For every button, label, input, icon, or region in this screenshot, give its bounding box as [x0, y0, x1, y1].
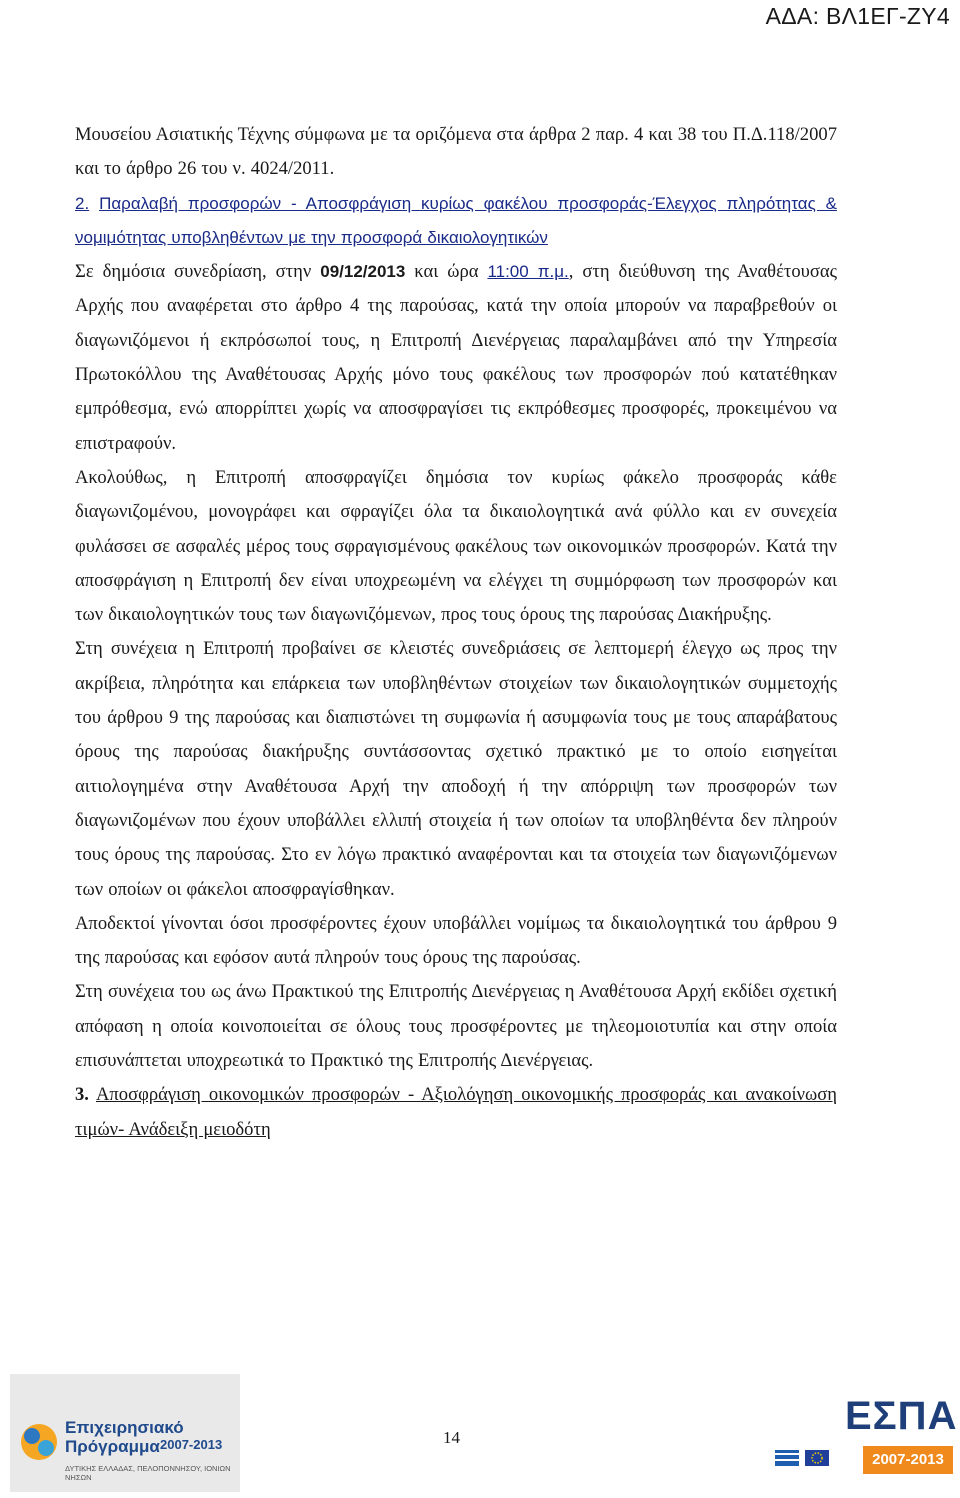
paragraph-decision: Στη συνέχεια του ως άνω Πρακτικού της Επιτροπής Διενέργειας η Αναθέτουσα Αρχή εκδίδει σχετική απόφαση η οποία κοινοποιείται σε όλους τους προσφέροντες με τηλεομοιοτυπία και στην οποία επισυνάπτεται υποχρεωτικά το Πρακτικό της Επιτροπής Διενέργειας. — [75, 981, 837, 1072]
section-2-number[interactable]: 2. — [75, 193, 90, 213]
espa-years: 2007-2013 — [863, 1446, 953, 1474]
programme-subtitle: ΔΥΤΙΚΗΣ ΕΛΛΑΔΑΣ, ΠΕΛΟΠΟΝΝΗΣΟΥ, ΙΟΝΙΩΝ ΝΗΣΩΝ — [65, 1464, 231, 1482]
paragraph-acceptance: Αποδεκτοί γίνονται όσοι προσφέροντες έχουν υποβάλλει νομίμως τα δικαιολογητικά του άρθρου 9 της παρούσας και εφόσον αυτά πληρούν τους όρους της παρούσας. — [75, 912, 837, 969]
paragraph-session — [75, 255, 837, 461]
document-body — [75, 118, 837, 1147]
session-mid: και ώρα — [414, 261, 479, 283]
programme-emblem-icon — [14, 1412, 64, 1472]
paragraph-intro — [75, 118, 837, 187]
paragraph-review: Στη συνέχεια η Επιτροπή προβαίνει σε κλειστές συνεδριάσεις σε λεπτομερή έλεγχο ως προς την ακρίβεια, πληρότητα και επάρκεια των υποβληθέντων στοιχείων των δικαιολογητικών συμμετοχής του άρθρου 9 της παρούσας και διαπιστώνει τη συμφωνία ή ασυμφωνία τους με τους απαράβατους όρους της παρούσας διακήρυξης συντάσσοντας σχετικό πρακτικό με το οποίο εισηγείται αιτιολογημένα στην Αναθέτουσα Αρχή την αποδοχή ή την απόρριψη των προσφορών των διαγωνιζομένων που έχουν υποβάλλει ελλιπή στοιχεία ή των οποίων τα υποβληθέντα δεν πληρούν τους όρους της παρούσας. Στο εν λόγω πρακτικό αναφέρονται και τα στοιχεία των διαγωνιζόμενων των οποίων οι φάκελοι αποσφραγίσθηκαν. — [75, 638, 837, 900]
programme-years: 2007-2013 — [160, 1437, 223, 1452]
section-3-number: 3. — [75, 1084, 89, 1106]
paragraph-intro-text: Μουσείου Ασιατικής Τέχνης σύμφωνα με τα οριζόμενα στα άρθρα 2 παρ. 4 και 38 του Π.Δ.118/2007 και το άρθρο 26 του ν. 4024/2011. — [75, 124, 837, 180]
section-2-title[interactable]: Παραλαβή προσφορών - Αποσφράγιση κυρίως φακέλου προσφοράς-Έλεγχος πληρότητας & νομιμότητας υποβληθέντων με την προσφορά δικαιολογητικών — [75, 193, 837, 247]
session-time[interactable]: 11:00 π.μ. — [487, 262, 569, 282]
espa-emblem-icon — [765, 1380, 843, 1490]
operational-programme-logo — [10, 1374, 240, 1492]
page-footer — [0, 1368, 960, 1498]
session-date: 09/12/2013 — [320, 262, 406, 282]
programme-title: Επιχειρησιακό Πρόγραμμα — [65, 1418, 184, 1456]
espa-logo — [765, 1374, 960, 1492]
espa-label: ΕΣΠΑ — [845, 1394, 958, 1438]
section-3-heading — [75, 1078, 837, 1147]
section-2-heading[interactable] — [75, 187, 837, 256]
ada-code: ΑΔΑ: ΒΛ1ΕΓ-ΖΥ4 — [765, 3, 950, 29]
page-number: 14 — [443, 1428, 460, 1447]
session-intro: Σε δημόσια συνεδρίαση, στην — [75, 261, 312, 283]
paragraph-opening: Ακολούθως, η Επιτροπή αποσφραγίζει δημόσια τον κυρίως φάκελο προσφοράς κάθε διαγωνιζομένου, μονογράφει και σφραγίζει όλα τα δικαιολογητικά ανά φύλλο και εν συνεχεία φυλάσσει σε ασφαλές μέρος τους σφραγισμένους φακέλους των οικονομικών προσφορών. Κατά την αποσφράγιση η Επιτροπή δεν είναι υποχρεωμένη να ελέγχει τη συμμόρφωση των προσφορών και των δικαιολογητικών τους των διαγωνιζόμενων, προς τους όρους της παρούσας Διακήρυξης. — [75, 466, 837, 626]
session-body: , στη διεύθυνση της Αναθέτουσας Αρχής που αναφέρεται στο άρθρο 4 της παρούσας, κατά την οποία μπορούν να παραβρεθούν οι διαγωνιζόμενοι ή εκπρόσωποί τους, η Επιτροπή Διενέργειας παραλαμβάνει από την Υπηρεσία Πρωτοκόλλου της Αναθέτουσας Αρχής μόνο τους φακέλους των προσφορών πού κατατέθηκαν εμπρόθεσμα, ενώ απορρίπτει χωρίς να αποσφραγίσει τις εκπρόθεσμες προσφορές, προκειμένου να επιστραφούν. — [75, 261, 837, 454]
section-3-title: Αποσφράγιση οικονομικών προσφορών - Αξιολόγηση οικονομικής προσφοράς και ανακοίνωση τιμών- Ανάδειξη μειοδότη — [75, 1084, 838, 1140]
